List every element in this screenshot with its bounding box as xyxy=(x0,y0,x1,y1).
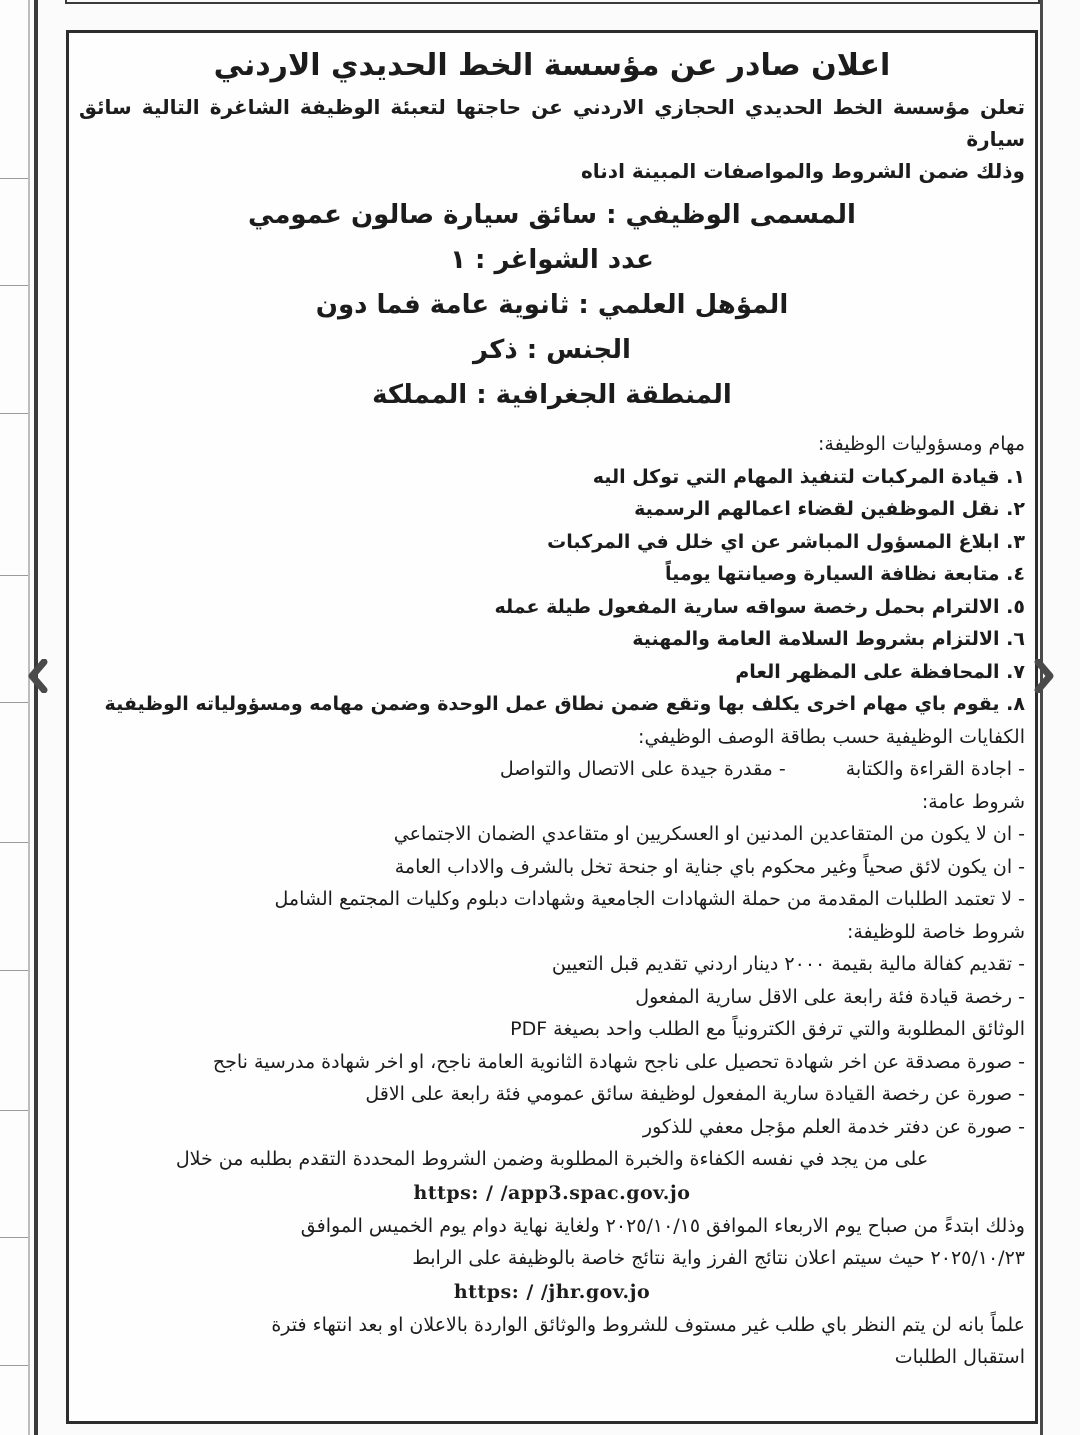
column-separator xyxy=(0,285,28,286)
previous-article-box xyxy=(65,0,1040,4)
job-announcement xyxy=(66,30,1038,1424)
intro-line: وذلك ضمن الشروط والمواصفات المبينة ادناه xyxy=(580,159,1025,183)
column-separator xyxy=(0,842,28,843)
column-separator xyxy=(0,178,28,179)
qualification-line: المؤهل العلمي : ثانوية عامة فما دون xyxy=(315,290,789,320)
dates-line: وذلك ابتدءً من صباح يوم الاربعاء الموافق ٢٠٢٥/١٠/١٥ ولغاية نهاية دوام يوم الخميس الموافق xyxy=(300,1214,1025,1237)
general-conditions-title: شروط عامة: xyxy=(921,790,1025,813)
apply-url-link[interactable]: https: / /app3.spac.gov.jo xyxy=(413,1181,691,1204)
adjacent-page-strip xyxy=(0,0,30,1435)
chevron-right-icon xyxy=(1033,659,1055,693)
results-url-link[interactable]: https: / /jhr.gov.jo xyxy=(453,1280,651,1303)
duty-item: ٦. الالتزام بشروط السلامة العامة والمهنية xyxy=(632,628,1025,650)
column-separator xyxy=(0,575,28,576)
special-conditions-title: شروط خاصة للوظيفة: xyxy=(846,920,1025,943)
duties-section xyxy=(79,428,1025,721)
duties-title: مهام ومسؤوليات الوظيفة: xyxy=(818,433,1025,455)
column-separator xyxy=(0,1110,28,1111)
closing-line: استقبال الطلبات xyxy=(894,1346,1025,1368)
announcement-title: اعلان صادر عن مؤسسة الخط الحديدي الاردني xyxy=(213,48,891,83)
previous-page-button[interactable] xyxy=(24,656,52,696)
general-condition-item: - لا تعتمد الطلبات المقدمة من حملة الشهادات الجامعية وشهادات دبلوم وكليات المجتمع الشامل xyxy=(274,888,1025,910)
closing-line: علماً بانه لن يتم النظر باي طلب غير مستوف للشروط والوثائق الواردة بالاعلان او بعد انتهاء فترة xyxy=(271,1313,1025,1336)
chevron-left-icon xyxy=(27,659,49,693)
special-condition-item: - تقديم كفالة مالية بقيمة ٢٠٠٠ دينار اردني تقديم قبل التعيين xyxy=(551,953,1025,975)
region-line: المنطقة الجغرافية : المملكة xyxy=(372,380,732,410)
column-separator xyxy=(0,413,28,414)
duty-item: ٢. نقل الموظفين لقضاء اعمالهم الرسمية xyxy=(634,498,1025,520)
page-right-rule xyxy=(1040,0,1043,1435)
document-item: - صورة مصدقة عن اخر شهادة تحصيل على ناجح شهادة الثانوية العامة ناجح، او اخر شهادة مدرسية ناجح xyxy=(212,1050,1025,1073)
column-separator xyxy=(0,702,28,703)
column-separator xyxy=(0,1237,28,1238)
competencies-row xyxy=(79,753,1025,786)
job-summary xyxy=(79,193,1025,418)
vacancies-line: عدد الشواغر : ١ xyxy=(450,245,654,275)
duty-item: ٣. ابلاغ المسؤول المباشر عن اي خلل في المركبات xyxy=(547,530,1025,553)
general-conditions-section xyxy=(79,786,1025,916)
page-gutter-rule xyxy=(34,0,38,1435)
column-separator xyxy=(0,970,28,971)
duty-item: ٨. يقوم باي مهام اخرى يكلف بها وتقع ضمن نطاق عمل الوحدة وضمن مهامه ومسؤولياته الوظيفية xyxy=(104,693,1025,715)
competency-item: - اجادة القراءة والكتابة xyxy=(845,758,1025,780)
general-condition-item: - ان يكون لائق صحياً وغير محكوم باي جناية او جنحة تخل بالشرف والاداب العامة xyxy=(394,855,1025,878)
duty-item: ٤. متابعة نظافة السيارة وصيانتها يومياً xyxy=(664,563,1025,585)
column-separator xyxy=(0,1365,28,1366)
general-condition-item: - ان لا يكون من المتقاعدين المدنين او العسكريين او متقاعدي الضمان الاجتماعي xyxy=(393,823,1025,845)
dates-line: ٢٠٢٥/١٠/٢٣ حيث سيتم اعلان نتائج الفرز واية نتائج خاصة بالوظيفة على الرابط xyxy=(412,1247,1025,1269)
documents-title: الوثائق المطلوبة والتي ترفق الكترونياً مع الطلب واحد بصيغة PDF xyxy=(510,1018,1025,1040)
duty-item: ٧. المحافظة على المظهر العام xyxy=(735,660,1025,683)
gender-line: الجنس : ذكر xyxy=(473,335,631,365)
special-condition-item: - رخصة قيادة فئة رابعة على الاقل سارية المفعول xyxy=(635,985,1025,1008)
apply-text: على من يجد في نفسه الكفاءة والخبرة المطلوبة وضمن الشروط المحددة التقدم بطلبه من خلال xyxy=(175,1148,929,1170)
special-conditions-section xyxy=(79,916,1025,1014)
intro-line: تعلن مؤسسة الخط الحديدي الحجازي الاردني عن حاجتها لتعبئة الوظيفة الشاغرة التالية سائق سيارة xyxy=(79,95,1025,151)
job-title-line: المسمى الوظيفي : سائق سيارة صالون عمومي xyxy=(248,200,856,230)
application-section xyxy=(79,1143,1025,1374)
competency-item: - مقدرة جيدة على الاتصال والتواصل xyxy=(499,758,786,780)
document-item: - صورة عن رخصة القيادة سارية المفعول لوظيفة سائق عمومي فئة رابعة على الاقل xyxy=(365,1083,1025,1105)
duty-item: ١. قيادة المركبات لتنفيذ المهام التي توكل اليه xyxy=(592,465,1025,488)
next-page-button[interactable] xyxy=(1030,656,1058,696)
competencies-title: الكفايات الوظيفية حسب بطاقة الوصف الوظيفي: xyxy=(638,725,1025,748)
duty-item: ٥. الالترام بحمل رخصة سواقه سارية المفعول طيلة عمله xyxy=(494,595,1025,618)
competencies-section xyxy=(79,721,1025,786)
documents-section xyxy=(79,1013,1025,1143)
document-item: - صورة عن دفتر خدمة العلم مؤجل معفي للذكور xyxy=(642,1115,1025,1138)
intro-paragraph xyxy=(79,91,1025,187)
